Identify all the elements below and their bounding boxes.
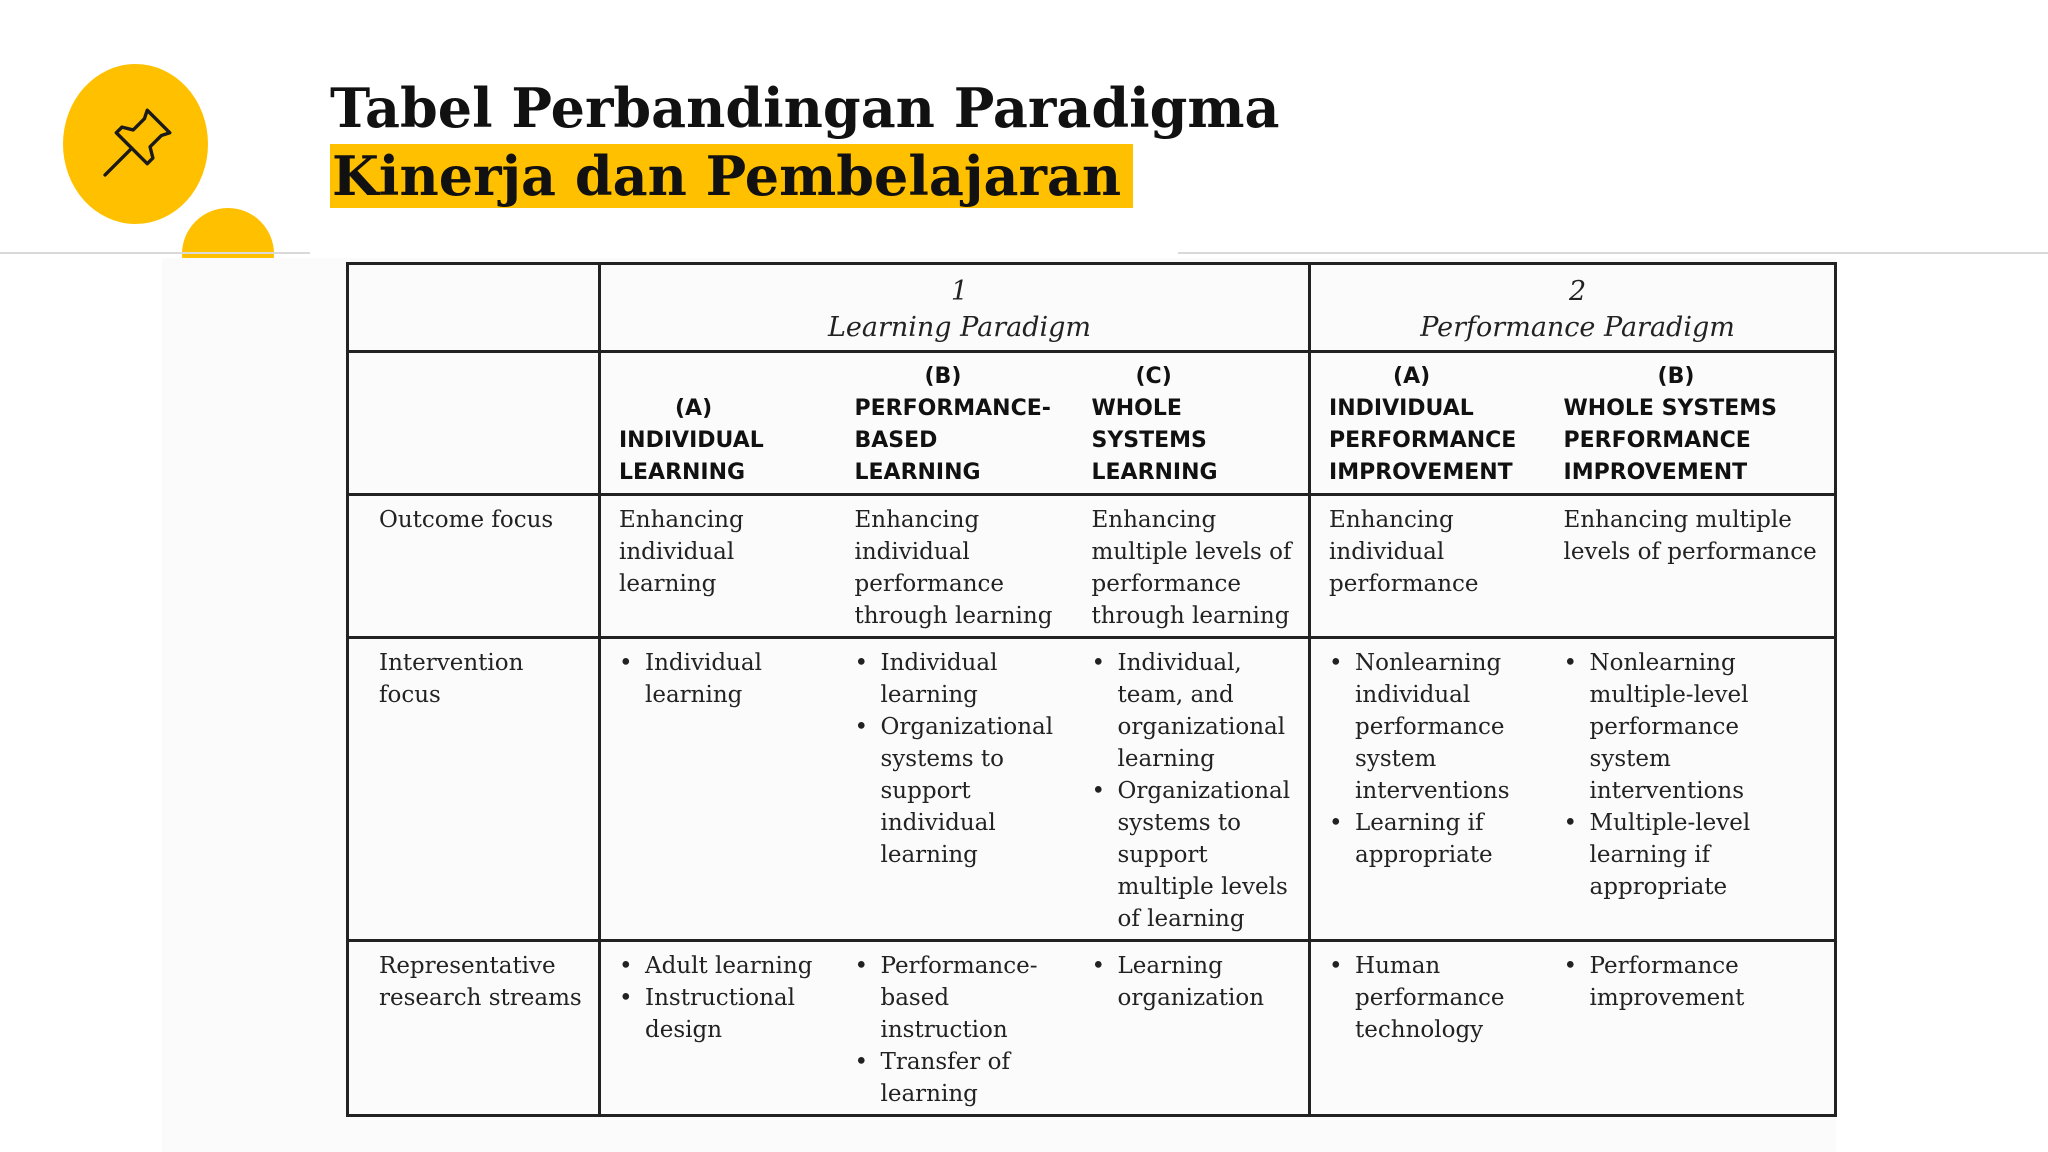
list-item: • Individual learning bbox=[619, 647, 829, 711]
paradigm-header-learning bbox=[600, 264, 1310, 352]
table-cell: Enhancing individual performance bbox=[1310, 495, 1546, 638]
paradigm-name: Performance Paradigm bbox=[1420, 311, 1735, 343]
column-name: INDIVIDUAL LEARNING bbox=[619, 428, 764, 485]
column-letter: (A) bbox=[675, 396, 713, 421]
list-item: • Individual learning bbox=[855, 647, 1066, 711]
table-cell bbox=[600, 638, 837, 941]
title-line-1: Tabel Perbandingan Paradigma bbox=[330, 76, 1280, 140]
column-letter: (A) bbox=[1393, 364, 1431, 389]
table-cell: Enhancing multiple levels of performance bbox=[1546, 495, 1836, 638]
pin-badge bbox=[63, 64, 208, 224]
page-title bbox=[330, 74, 1279, 210]
paradigm-comparison-table bbox=[346, 262, 1837, 1117]
list-item: • Performance-based instruction bbox=[855, 950, 1066, 1046]
list-item: • Adult learning bbox=[619, 950, 829, 982]
paradigm-name: Learning Paradigm bbox=[827, 311, 1092, 343]
paradigm-number: 2 bbox=[1568, 275, 1587, 307]
table-cell bbox=[1546, 638, 1836, 941]
table-cell bbox=[1074, 941, 1310, 1116]
table-cell: Enhancing individual learning bbox=[600, 495, 837, 638]
list-item: • Individual, team, and organizational learning bbox=[1092, 647, 1301, 775]
list-item: • Learning organization bbox=[1092, 950, 1301, 1014]
column-letter: (B) bbox=[1657, 364, 1695, 389]
column-name: WHOLE SYSTEMS LEARNING bbox=[1091, 396, 1218, 485]
table-cell bbox=[1074, 638, 1310, 941]
pushpin-icon bbox=[91, 99, 181, 189]
column-header bbox=[1310, 352, 1546, 495]
column-name: INDIVIDUAL PERFORMANCE IMPROVEMENT bbox=[1329, 396, 1517, 485]
table-cell: Enhancing multiple levels of performance through learning bbox=[1074, 495, 1310, 638]
list-item: • Instructional design bbox=[619, 982, 829, 1046]
list-item: • Transfer of learning bbox=[855, 1046, 1066, 1110]
row-label: Outcome focus bbox=[348, 495, 600, 638]
list-item: • Organizational systems to support individual learning bbox=[855, 711, 1066, 871]
table-cell bbox=[837, 941, 1074, 1116]
row-label: Representative research streams bbox=[348, 941, 600, 1116]
column-name: WHOLE SYSTEMS PERFORMANCE IMPROVEMENT bbox=[1563, 396, 1778, 485]
divider-right bbox=[1178, 252, 2048, 254]
column-header-blank bbox=[348, 352, 600, 495]
list-item: • Learning if appropriate bbox=[1329, 807, 1538, 871]
column-header bbox=[1074, 352, 1310, 495]
row-label: Intervention focus bbox=[348, 638, 600, 941]
list-item: • Human performance technology bbox=[1329, 950, 1538, 1046]
table-cell: Enhancing individual performance through learning bbox=[837, 495, 1074, 638]
table-cell bbox=[1310, 638, 1546, 941]
list-item: • Nonlearning multiple-level performance system interventions bbox=[1564, 647, 1827, 807]
column-header bbox=[1546, 352, 1836, 495]
column-header bbox=[837, 352, 1074, 495]
column-name: PERFORMANCE-BASED LEARNING bbox=[854, 396, 1051, 485]
table-cell bbox=[1546, 941, 1836, 1116]
column-header bbox=[600, 352, 837, 495]
column-letter: (C) bbox=[1135, 364, 1172, 389]
column-letter: (B) bbox=[924, 364, 962, 389]
title-line-2-highlight: Kinerja dan Pembelajaran bbox=[330, 144, 1133, 208]
list-item: • Organizational systems to support multiple levels of learning bbox=[1092, 775, 1301, 935]
list-item: • Multiple-level learning if appropriate bbox=[1564, 807, 1827, 903]
list-item: • Performance improvement bbox=[1564, 950, 1827, 1014]
table-cell bbox=[837, 638, 1074, 941]
paradigm-header-performance bbox=[1310, 264, 1836, 352]
divider-left bbox=[0, 252, 310, 254]
list-item: • Nonlearning individual performance system interventions bbox=[1329, 647, 1538, 807]
corner-cell bbox=[348, 264, 600, 352]
table-cell bbox=[1310, 941, 1546, 1116]
table-cell bbox=[600, 941, 837, 1116]
paradigm-number: 1 bbox=[950, 275, 969, 307]
